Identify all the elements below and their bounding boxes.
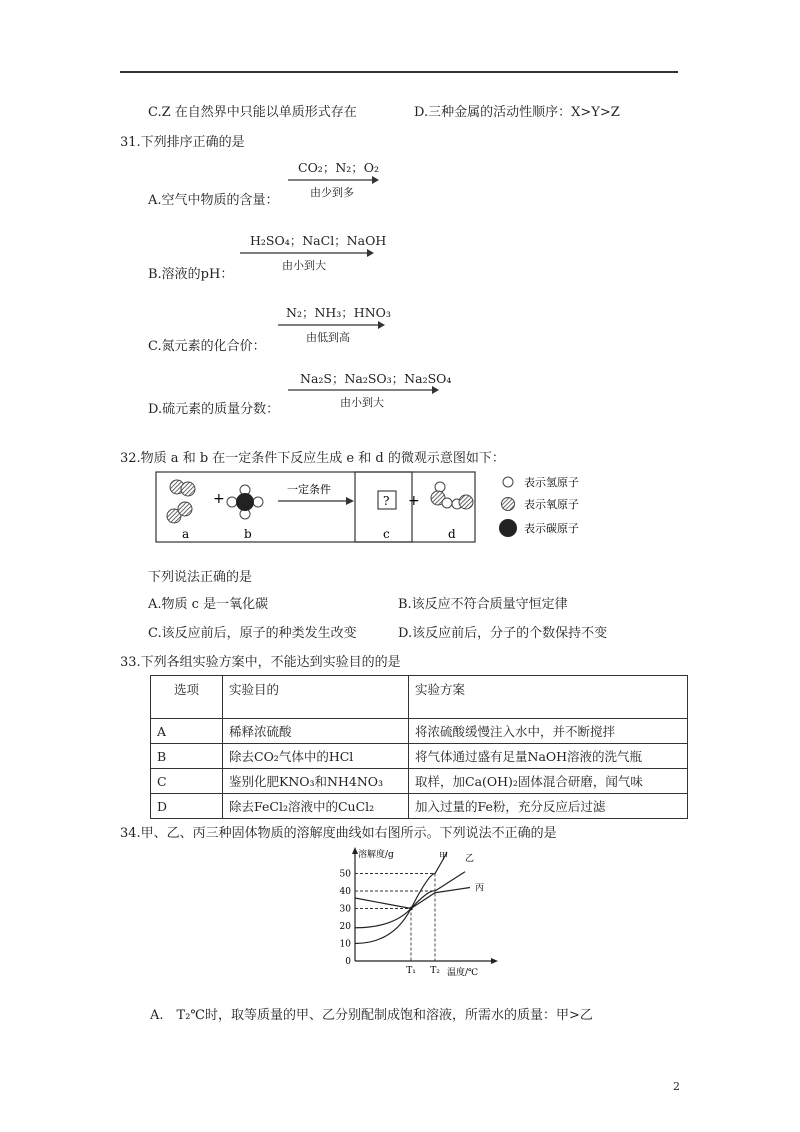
q32-option-d: D.该反应前后，分子的个数保持不变 [398, 626, 608, 641]
y-tick-label: 40 [339, 887, 351, 897]
plus-sign-left: + [213, 491, 225, 507]
legend-hydrogen-icon [503, 477, 513, 487]
curve-甲 [355, 853, 447, 944]
header-purpose: 实验目的 [223, 676, 409, 719]
row-option: D [151, 794, 223, 819]
y-axis-label: 溶解度/g [358, 850, 394, 860]
q33-stem: 33.下列各组实验方案中，不能达到实验目的的是 [120, 655, 401, 670]
x-axis-arrow [491, 958, 498, 964]
molecule-a-group [167, 480, 195, 523]
label-b: b [244, 527, 252, 541]
hydrogen-atom [227, 497, 237, 507]
q31-option-d-label: D.硫元素的质量分数： [148, 402, 280, 417]
q30-option-c: C.Z 在自然界中只能以单质形式存在 [148, 105, 357, 120]
legend-carbon: 表示碳原子 [524, 522, 579, 535]
table-row [151, 719, 688, 744]
y-tick-label: 30 [339, 904, 351, 915]
label-c: c [383, 527, 390, 541]
reaction-diagram [150, 466, 610, 546]
reaction-condition: 一定条件 [287, 483, 331, 496]
legend-hydrogen: 表示氢原子 [524, 476, 579, 489]
oxygen-atom [178, 502, 192, 516]
q32-option-c: C.该反应前后，原子的种类发生改变 [148, 626, 357, 641]
header-option: 选项 [151, 676, 223, 719]
hydrogen-atom [442, 498, 452, 508]
q32-option-a: A.物质 c 是一氧化碳 [148, 597, 269, 612]
y-tick-label: 10 [339, 939, 351, 950]
q32-option-b: B.该反应不符合质量守恒定律 [398, 597, 568, 612]
solubility-chart [325, 845, 500, 985]
q31-option-a-label: A.空气中物质的含量： [148, 193, 279, 208]
q31-option-b-label: B.溶液的pH： [148, 267, 234, 282]
row-option: A [151, 719, 223, 744]
series-label: 乙 [465, 854, 475, 864]
label-d: d [448, 527, 456, 541]
row-option: C [151, 769, 223, 794]
reactants-box [156, 472, 412, 542]
legend-oxygen: 表示氧原子 [524, 498, 579, 511]
experiment-table [150, 675, 688, 819]
y-tick-label: 20 [339, 922, 351, 932]
row-plan: 加入过量的Fe粉，充分反应后过滤 [409, 794, 688, 819]
q31-option-b-order: 由小到大 [282, 259, 326, 272]
row-purpose: 除去FeCl₂溶液中的CuCl₂ [223, 794, 409, 819]
header-plan: 实验方案 [409, 676, 688, 719]
q31-stem: 31.下列排序正确的是 [120, 135, 245, 150]
q34-stem: 34.甲、乙、丙三种固体物质的溶解度曲线如右图所示。下列说法不正确的是 [120, 826, 557, 841]
q31-option-d-order: 由小到大 [340, 396, 384, 409]
legend-carbon-icon [499, 519, 517, 537]
table-row [151, 769, 688, 794]
q31-option-a-sequence: CO₂；N₂；O₂ [298, 160, 380, 175]
q31-option-c-sequence: N₂；NH₃；HNO₃ [286, 305, 391, 320]
q31-option-b-sequence: H₂SO₄；NaCl；NaOH [250, 233, 387, 248]
molecule-b-group [227, 485, 263, 519]
q32-prompt: 下列说法正确的是 [148, 570, 253, 585]
intersection-point [409, 907, 413, 911]
y-tick-label: 50 [339, 869, 351, 880]
table-header-row [151, 676, 688, 719]
label-a: a [182, 527, 190, 541]
series-label: 丙 [475, 883, 485, 894]
y-tick-label: 0 [345, 957, 351, 967]
carbon-atom [236, 493, 254, 511]
row-purpose: 除去CO₂气体中的HCl [223, 744, 409, 769]
q31-option-c-order: 由低到高 [306, 331, 350, 344]
page-number: 2 [673, 1080, 680, 1093]
q31-option-d-sequence: Na₂S；Na₂SO₃；Na₂SO₄ [300, 371, 452, 386]
row-purpose: 稀释浓硫酸 [223, 719, 409, 744]
x-tick-label: T₂ [430, 966, 440, 976]
row-plan: 将气体通过盛有足量NaOH溶液的洗气瓶 [409, 744, 688, 769]
series-label: 甲 [439, 852, 449, 862]
row-plan: 将浓硫酸缓慢注入水中，并不断搅拌 [409, 719, 688, 744]
curve-乙 [355, 872, 465, 928]
row-option: B [151, 744, 223, 769]
table-row [151, 794, 688, 819]
q31-option-c-label: C.氮元素的化合价： [148, 339, 266, 354]
row-plan: 取样，加Ca(OH)₂固体混合研磨，闻气味 [409, 769, 688, 794]
table-row [151, 744, 688, 769]
x-tick-label: T₁ [406, 966, 416, 976]
q31-option-a-order: 由少到多 [310, 186, 354, 199]
legend-oxygen-icon [502, 498, 515, 511]
hydrogen-atom [253, 497, 263, 507]
q32-stem: 32.物质 a 和 b 在一定条件下反应生成 e 和 d 的微观示意图如下： [120, 451, 505, 466]
q34-option-a: A. T₂℃时，取等质量的甲、乙分别配制成饱和溶液，所需水的质量：甲>乙 [150, 1008, 593, 1023]
unknown-product-mark: ? [383, 494, 390, 508]
header-rule [120, 71, 678, 73]
q30-option-d: D.三种金属的活动性顺序：X>Y>Z [414, 105, 620, 120]
plus-sign-right: + [408, 493, 420, 509]
hydrogen-atom [435, 482, 445, 492]
oxygen-atom [181, 482, 195, 496]
oxygen-atom [459, 495, 473, 509]
molecule-d-group [431, 482, 473, 509]
x-axis-label: 温度/℃ [447, 968, 479, 978]
row-purpose: 鉴别化肥KNO₃和NH4NO₃ [223, 769, 409, 794]
